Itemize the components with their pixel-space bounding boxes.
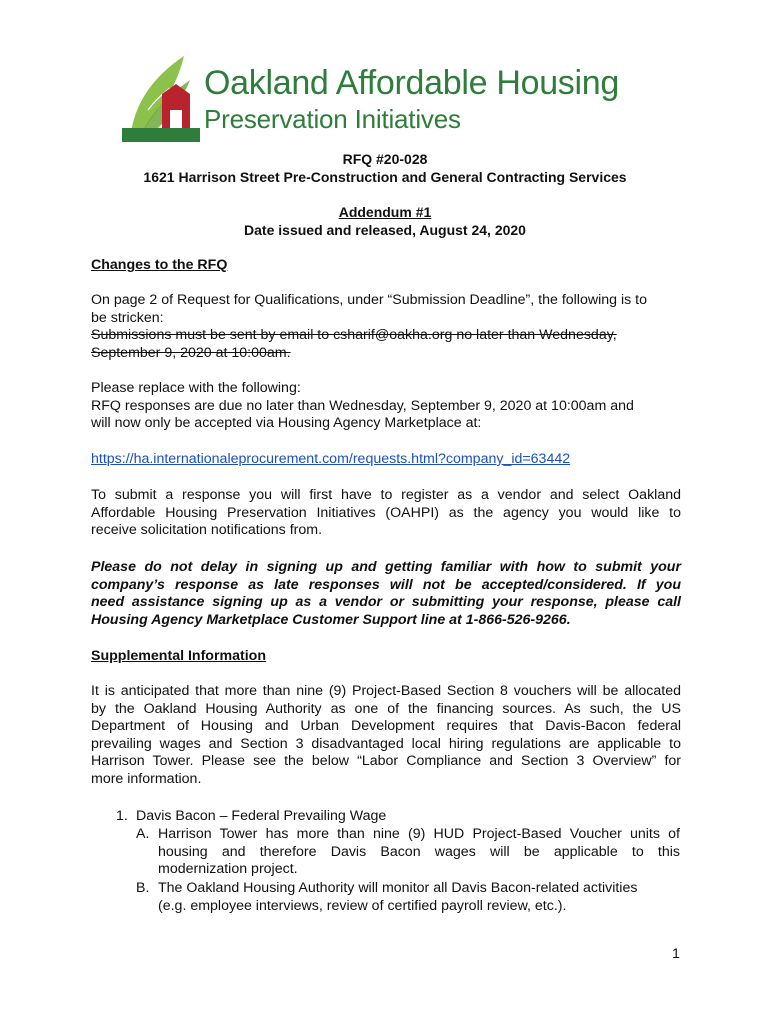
supplemental-paragraph <box>91 683 681 788</box>
stricken-line1: Submissions must be sent by email to csharif@oakha.org no later than Wednesday, <box>91 327 617 343</box>
item-b-line2: (e.g. employee interviews, review of certified payroll review, etc.). <box>158 897 567 914</box>
replace-line1: RFQ responses are due no later than Wednesday, September 9, 2020 at 10:00am and <box>91 397 634 414</box>
list-item-b-text <box>158 880 680 915</box>
replace-intro: Please replace with the following: <box>91 380 301 396</box>
changes-intro-line2: be stricken: <box>91 309 164 326</box>
item-a-line1: Harrison Tower has more than nine (9) HUD Project-Based Voucher units of <box>158 826 680 842</box>
oahpi-logo <box>118 50 658 146</box>
marketplace-link[interactable]: https://ha.internationaleprocurement.com/requests.html?company_id=63442 <box>91 451 571 467</box>
register-line3: receive solicitation notifications from. <box>91 522 323 538</box>
list-item-a-text <box>158 826 680 879</box>
list-item-1-number: 1. <box>116 808 128 824</box>
warning-line4: Housing Agency Marketplace Customer Support line at 1-866-526-9266. <box>91 611 571 628</box>
supp-line4: prevailing wages and Section 3 disadvantaged local hiring regulations are applicable to <box>91 735 681 752</box>
list-item-a-letter: A. <box>136 826 150 842</box>
item-b-line1: The Oakland Housing Authority will monitor all Davis Bacon-related activities <box>158 880 638 896</box>
supp-line1: It is anticipated that more than nine (9) Project-Based Section 8 vouchers will be allocated <box>91 683 681 699</box>
register-line2: Affordable Housing Preservation Initiatives (OAHPI) as the agency you would like to <box>91 504 681 521</box>
warning-line1: Please do not delay in signing up and getting familiar with how to submit your <box>91 559 681 575</box>
stricken-line2: September 9, 2020 at 10:00am. <box>91 344 291 361</box>
register-paragraph <box>91 487 681 540</box>
supp-line2: by the Oakland Housing Authority as one of the financing sources. As such, the US <box>91 700 681 717</box>
list-item-1-title: Davis Bacon – Federal Prevailing Wage <box>136 808 387 824</box>
addendum-title: Addendum #1 <box>338 204 432 220</box>
register-line1: To submit a response you will first have to register as a vendor and select Oakland <box>91 487 681 503</box>
warning-line3: need assistance signing up as a vendor or submitting your response, please call <box>91 594 681 610</box>
leaf-house-logo-icon <box>118 50 200 146</box>
logo-title-line2: Preservation Initiatives <box>204 104 461 134</box>
page-number: 1 <box>672 946 680 962</box>
supp-line5: Harrison Tower. Please see the below “Labor Compliance and Section 3 Overview” for <box>91 753 681 769</box>
warning-paragraph <box>91 559 681 629</box>
changes-heading: Changes to the RFQ <box>91 257 228 273</box>
item-a-line2: housing and therefore Davis Bacon wages will be applicable to this <box>158 843 680 860</box>
replace-line2: will now only be accepted via Housing Agency Marketplace at: <box>91 415 482 431</box>
rfq-number: RFQ #20-028 <box>342 151 428 167</box>
supp-line6: more information. <box>91 770 202 787</box>
list-item-b-letter: B. <box>136 880 150 896</box>
date-issued: Date issued and released, August 24, 2020 <box>244 222 526 238</box>
replacement-text <box>91 380 681 433</box>
supplemental-heading: Supplemental Information <box>91 648 266 664</box>
item-a-line3: modernization project. <box>158 861 298 877</box>
changes-intro <box>91 292 681 362</box>
rfq-title: 1621 Harrison Street Pre-Construction and General Contracting Services <box>143 169 627 185</box>
logo-title-line1: Oakland Affordable Housing <box>204 64 619 102</box>
supp-line3: Department of Housing and Urban Development requires that Davis-Bacon federal <box>91 718 681 734</box>
changes-intro-line1: On page 2 of Request for Qualifications, under “Submission Deadline”, the following is to <box>91 292 647 308</box>
warning-line2: company’s response as late responses will not be accepted/considered. If you <box>91 576 681 593</box>
